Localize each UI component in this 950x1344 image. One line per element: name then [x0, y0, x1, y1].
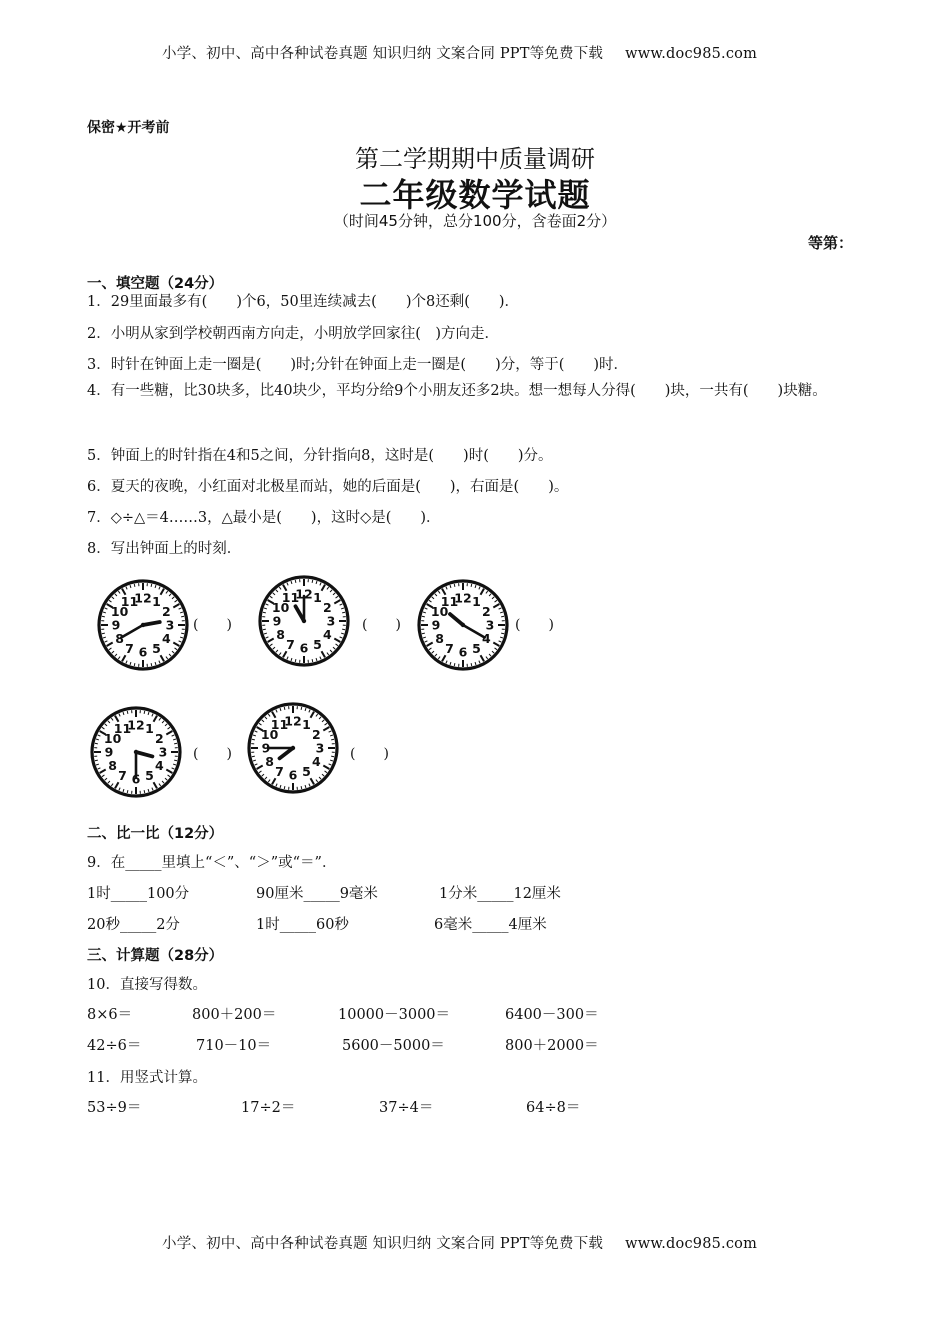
clock-numeral: 8 [108, 758, 117, 773]
header-site: www.doc985.com [625, 46, 758, 62]
clock-numeral: 1 [313, 590, 322, 606]
clock-numeral: 9 [272, 613, 282, 629]
question-3: 3．时针在钟面上走一圈是( )时;分针在钟面上走一圈是( )分，等于( )时． [87, 357, 629, 373]
clock-numeral: 12 [134, 590, 152, 606]
exam-subtitle: 第二学期期中质量调研 [355, 145, 595, 173]
footer-site: www.doc985.com [625, 1236, 758, 1252]
calc-item: 800＋200＝ [192, 1007, 277, 1023]
clock-numeral: 7 [118, 767, 127, 783]
clock-face [95, 577, 191, 677]
question-11: 11．用竖式计算。 [87, 1070, 207, 1086]
clock-center-pin [461, 623, 465, 627]
clock-numeral: 6 [288, 767, 298, 783]
clock-tick [331, 739, 334, 740]
compare-item: 20秒_____2分 [87, 917, 180, 933]
clock-numeral: 7 [445, 640, 454, 656]
clock-tick [181, 616, 184, 617]
clock-numeral: 2 [155, 731, 164, 746]
calc-item: 64÷8＝ [526, 1100, 581, 1116]
clock-answer-blank: ( ) [362, 617, 401, 633]
clock-numeral: 10 [430, 604, 449, 619]
clock-numeral: 4 [482, 631, 491, 646]
clock-numeral: 1 [472, 594, 481, 610]
clock-tick [471, 663, 472, 666]
clock-numeral: 8 [265, 754, 274, 769]
clock-svg [415, 577, 511, 673]
clock-tick [284, 707, 285, 710]
clock-numeral: 4 [155, 758, 164, 773]
question-10: 10．直接写得数。 [87, 977, 207, 993]
clock-numeral: 4 [323, 627, 332, 642]
clock-numeral: 2 [312, 727, 321, 742]
clock-numeral: 8 [115, 631, 124, 646]
clock-tick [151, 584, 152, 587]
clock-numeral: 11 [113, 721, 132, 737]
clock-numeral: 12 [295, 586, 313, 602]
section3-heading: 三、计算题（28分） [87, 948, 224, 964]
clock-numeral: 1 [145, 721, 154, 737]
calc-item: 53÷9＝ [87, 1100, 142, 1116]
clock-face [88, 704, 184, 804]
clock-tick [301, 786, 302, 789]
clock-tick [301, 707, 302, 710]
clock-tick [252, 739, 255, 740]
clock-tick [174, 743, 177, 744]
calc-item: 6400－300＝ [505, 1007, 599, 1023]
clock-tick [454, 584, 455, 587]
clock-tick [102, 633, 105, 634]
clock-tick [181, 633, 184, 634]
clock-tick [422, 633, 425, 634]
clock-tick [252, 756, 255, 757]
clock-numeral: 7 [275, 763, 284, 779]
clock-numeral: 5 [472, 640, 481, 656]
clock-center-pin [134, 750, 138, 754]
clock-numeral: 10 [110, 604, 129, 619]
clock-numeral: 5 [152, 640, 161, 656]
clock-numeral: 5 [145, 767, 154, 783]
clock-numeral: 3 [315, 740, 325, 756]
clock-numeral: 9 [431, 617, 441, 633]
score-label: 等第： [808, 234, 854, 252]
clock-tick [471, 584, 472, 587]
compare-item: 6毫米_____4厘米 [434, 917, 547, 933]
clock-numeral: 8 [276, 627, 285, 642]
clock-numeral: 10 [103, 731, 122, 746]
calc-item: 17÷2＝ [241, 1100, 296, 1116]
clock-numeral: 6 [138, 644, 148, 660]
clock-numeral: 2 [482, 604, 491, 619]
exam-note: （时间45分钟，总分100分，含卷面2分） [333, 212, 617, 230]
calc-item: 710－10＝ [196, 1038, 272, 1054]
clock-tick [127, 790, 128, 793]
clock-numeral: 11 [281, 590, 300, 606]
clock-tick [134, 663, 135, 666]
clock-numeral: 12 [284, 713, 302, 729]
clock-tick [151, 663, 152, 666]
clock-face [415, 577, 511, 677]
clock-tick [174, 760, 177, 761]
clock-svg [95, 577, 191, 673]
clock-center-pin [141, 623, 145, 627]
clock-tick [501, 616, 504, 617]
clock-answer-blank: ( ) [350, 746, 389, 762]
clock-center-pin [302, 619, 306, 623]
clock-tick [342, 612, 345, 613]
page-footer [162, 1232, 757, 1253]
calc-item: 10000－3000＝ [338, 1007, 451, 1023]
question-4: 4．有一些糖，比30块多，比40块少，平均分给9个小朋友还多2块。想一想每人分得( )块，一共有( )块糖。 [87, 383, 827, 399]
clock-numeral: 1 [152, 594, 161, 610]
clock-tick [312, 659, 313, 662]
exam-title: 二年级数学试题 [359, 176, 591, 214]
clock-answer-blank: ( ) [193, 617, 232, 633]
compare-item: 1时_____60秒 [256, 917, 349, 933]
clock-numeral: 4 [312, 754, 321, 769]
clock-numeral: 12 [127, 717, 145, 733]
clock-tick [134, 584, 135, 587]
compare-item: 1时_____100分 [87, 886, 190, 902]
clock-face [256, 573, 352, 673]
clock-tick [284, 786, 285, 789]
clock-tick [454, 663, 455, 666]
clock-tick [295, 659, 296, 662]
clock-center-pin [291, 746, 295, 750]
calc-item: 37÷4＝ [379, 1100, 434, 1116]
clock-numeral: 11 [120, 594, 139, 610]
clock-numeral: 12 [454, 590, 472, 606]
footer-text: 小学、初中、高中各种试卷真题 知识归纳 文案合同 PPT等免费下载 [162, 1236, 604, 1252]
question-7: 7．◇÷△＝4……3，△最小是( )，这时◇是( )． [87, 510, 441, 526]
section2-heading: 二、比一比（12分） [87, 826, 224, 842]
question-6: 6．夏天的夜晚，小红面对北极星而站，她的后面是( )，右面是( )。 [87, 479, 569, 495]
calc-item: 800＋2000＝ [505, 1038, 599, 1054]
clock-numeral: 3 [485, 617, 495, 633]
question-5: 5．钟面上的时针指在4和5之间，分针指向8，这时是( )时( )分。 [87, 448, 553, 464]
clock-numeral: 6 [299, 640, 309, 656]
clock-tick [144, 711, 145, 714]
calc-item: 42÷6＝ [87, 1038, 142, 1054]
clock-numeral: 3 [165, 617, 175, 633]
clock-tick [263, 629, 266, 630]
clock-numeral: 1 [302, 717, 311, 733]
clock-tick [422, 616, 425, 617]
clock-tick [331, 756, 334, 757]
confidential-label: 保密★开考前 [87, 120, 170, 136]
question-2: 2．小明从家到学校朝西南方向走，小明放学回家往( )方向走． [87, 326, 500, 342]
clock-tick [501, 633, 504, 634]
question-8: 8．写出钟面上的时刻． [87, 541, 242, 557]
clock-numeral: 7 [125, 640, 134, 656]
clock-svg [256, 573, 352, 669]
clock-numeral: 10 [271, 600, 290, 615]
clock-answer-blank: ( ) [515, 617, 554, 633]
clock-numeral: 5 [302, 763, 311, 779]
clock-svg [245, 700, 341, 796]
clock-numeral: 11 [440, 594, 459, 610]
clock-tick [95, 743, 98, 744]
clock-tick [144, 790, 145, 793]
clock-tick [295, 580, 296, 583]
section1-heading: 一、填空题（24分） [87, 276, 224, 292]
calc-item: 8×6＝ [87, 1007, 133, 1023]
clock-numeral: 11 [270, 717, 289, 733]
compare-item: 1分米_____12厘米 [439, 886, 561, 902]
clock-numeral: 6 [131, 771, 141, 787]
clock-numeral: 8 [435, 631, 444, 646]
compare-item: 90厘米_____9毫米 [256, 886, 378, 902]
clock-numeral: 6 [458, 644, 468, 660]
clock-numeral: 9 [111, 617, 121, 633]
clock-numeral: 2 [323, 600, 332, 615]
clock-svg [88, 704, 184, 800]
clock-face [245, 700, 341, 800]
clock-numeral: 7 [286, 636, 295, 652]
clock-tick [312, 580, 313, 583]
calc-item: 5600－5000＝ [342, 1038, 445, 1054]
clock-tick [127, 711, 128, 714]
question-1: 1．29里面最多有( )个6，50里连续减去( )个8还剩( )． [87, 294, 520, 310]
clock-numeral: 10 [260, 727, 279, 742]
clock-tick [263, 612, 266, 613]
clock-numeral: 5 [313, 636, 322, 652]
clock-numeral: 3 [326, 613, 336, 629]
clock-tick [102, 616, 105, 617]
clock-answer-blank: ( ) [193, 746, 232, 762]
clock-numeral: 4 [162, 631, 171, 646]
clock-numeral: 9 [261, 740, 271, 756]
clock-tick [95, 760, 98, 761]
clock-numeral: 2 [162, 604, 171, 619]
clock-numeral: 3 [158, 744, 168, 760]
page-header [162, 42, 757, 63]
header-text: 小学、初中、高中各种试卷真题 知识归纳 文案合同 PPT等免费下载 [162, 46, 604, 62]
question-9: 9．在_____里填上“＜”、“＞”或“＝”． [87, 855, 337, 871]
clock-tick [342, 629, 345, 630]
clock-numeral: 9 [104, 744, 114, 760]
